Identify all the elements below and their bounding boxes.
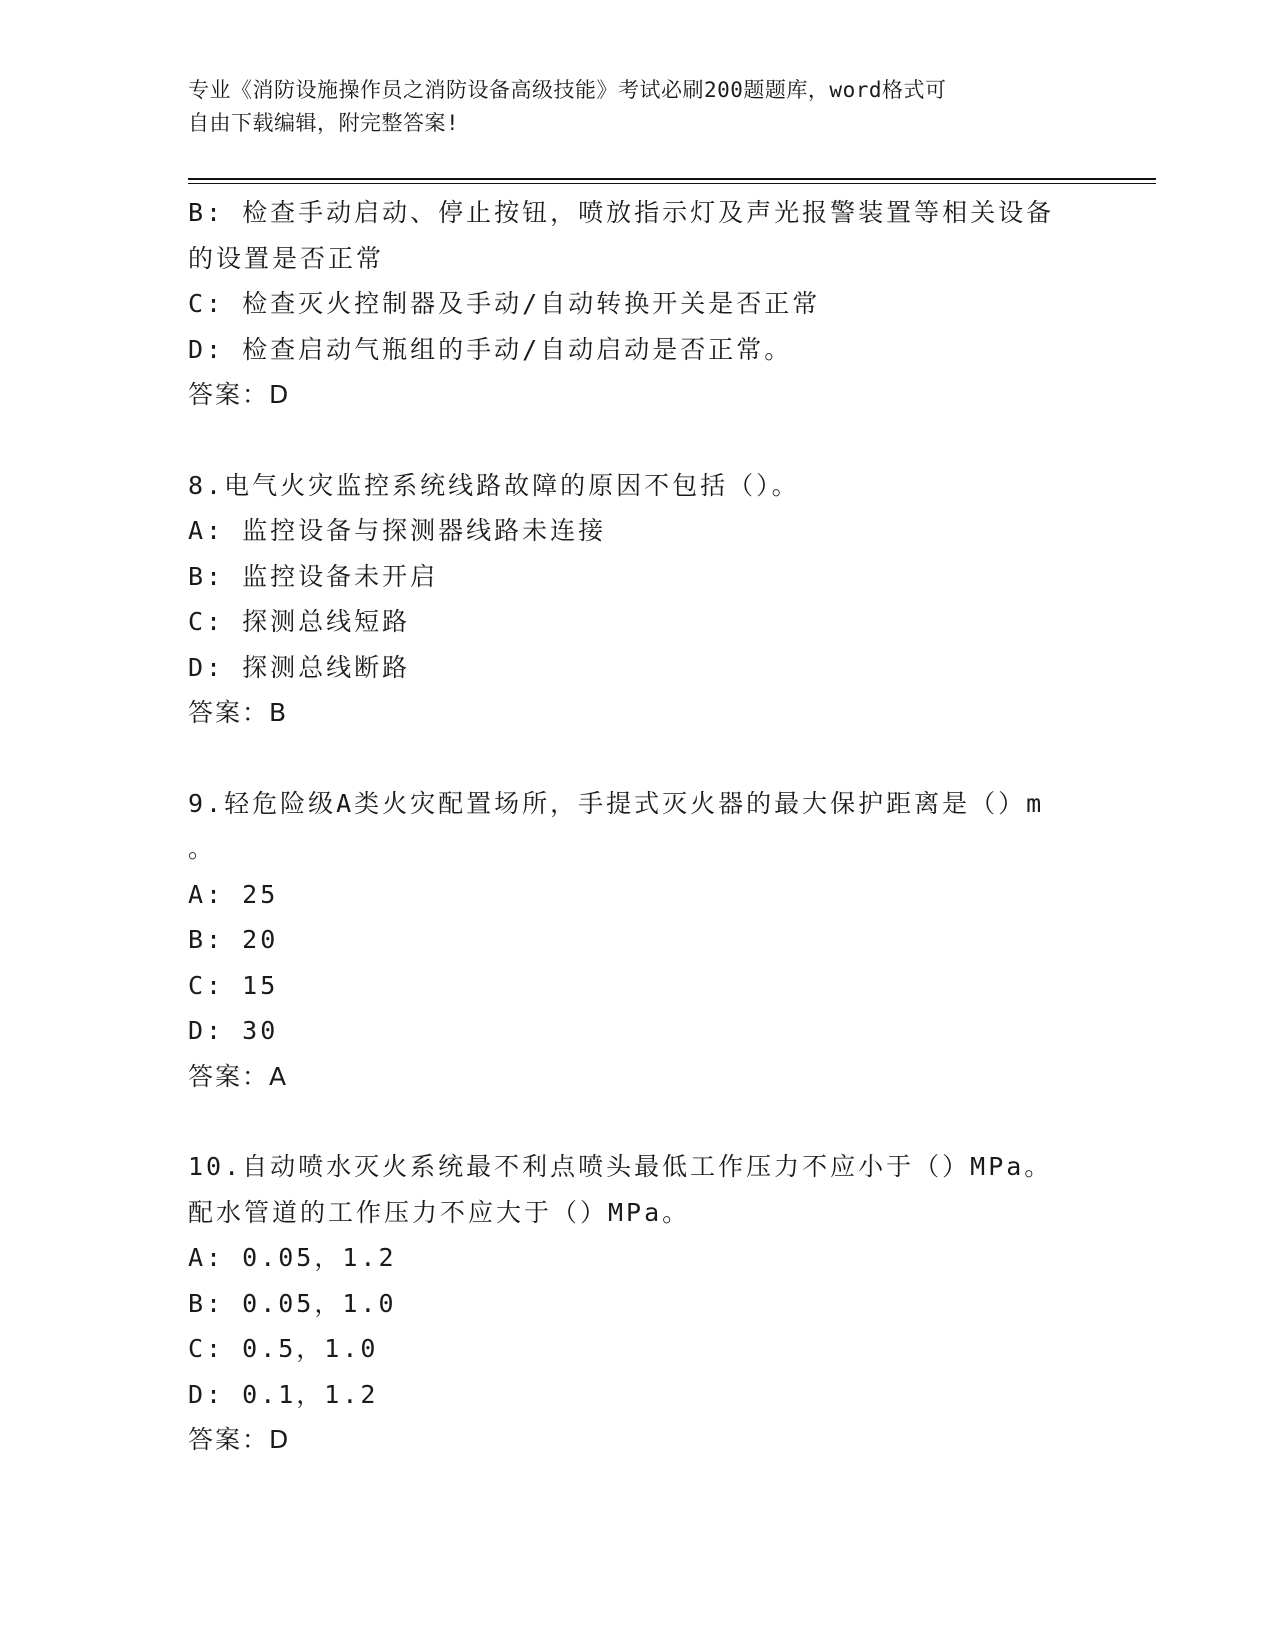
page-header <box>188 74 1068 140</box>
option-c: C: 探测总线短路 <box>188 607 411 636</box>
question-9 <box>188 781 1088 1100</box>
question-stem: 9.轻危险级A类火灾配置场所，手提式灭火器的最大保护距离是（）m <box>188 788 1045 818</box>
option-b: B: 检查手动启动、停止按钮，喷放指示灯及声光报警装置等相关设备 <box>188 198 1055 227</box>
question-stem-continued: 配水管道的工作压力不应大于（）MPa。 <box>188 1197 691 1227</box>
option-d: D: 检查启动气瓶组的手动/自动启动是否正常。 <box>188 334 793 364</box>
answer: 答案：B <box>188 698 289 727</box>
option-a: A: 25 <box>188 879 279 909</box>
option-b: B: 20 <box>188 925 279 954</box>
question-10 <box>188 1144 1088 1463</box>
document-body <box>188 190 1088 1463</box>
option-d: D: 探测总线断路 <box>188 652 411 682</box>
option-c: C: 0.5，1.0 <box>188 1334 379 1363</box>
answer: 答案：D <box>188 380 291 409</box>
header-divider <box>188 178 1156 184</box>
option-a: A: 0.05，1.2 <box>188 1243 397 1272</box>
header-line-2: 自由下载编辑，附完整答案! <box>188 111 460 135</box>
option-b: B: 监控设备未开启 <box>188 561 439 591</box>
answer: 答案：A <box>188 1061 289 1091</box>
option-c: C: 15 <box>188 970 279 1000</box>
option-b-continued: 的设置是否正常 <box>188 243 385 273</box>
question-stem: 8.电气火灾监控系统线路故障的原因不包括（）。 <box>188 470 800 500</box>
header-line-1: 专业《消防设施操作员之消防设备高级技能》考试必刷200题题库，word格式可 <box>188 78 947 102</box>
option-d: D: 30 <box>188 1016 279 1045</box>
question-stem-continued: 。 <box>188 834 217 863</box>
answer: 答案：D <box>188 1425 291 1454</box>
option-b: B: 0.05，1.0 <box>188 1288 397 1318</box>
question-7-partial <box>188 190 1088 418</box>
option-d: D: 0.1，1.2 <box>188 1379 379 1409</box>
question-8 <box>188 463 1088 736</box>
option-c: C: 检查灭火控制器及手动/自动转换开关是否正常 <box>188 289 821 318</box>
question-stem: 10.自动喷水灭火系统最不利点喷头最低工作压力不应小于（）MPa。 <box>188 1152 1053 1181</box>
option-a: A: 监控设备与探测器线路未连接 <box>188 516 607 545</box>
